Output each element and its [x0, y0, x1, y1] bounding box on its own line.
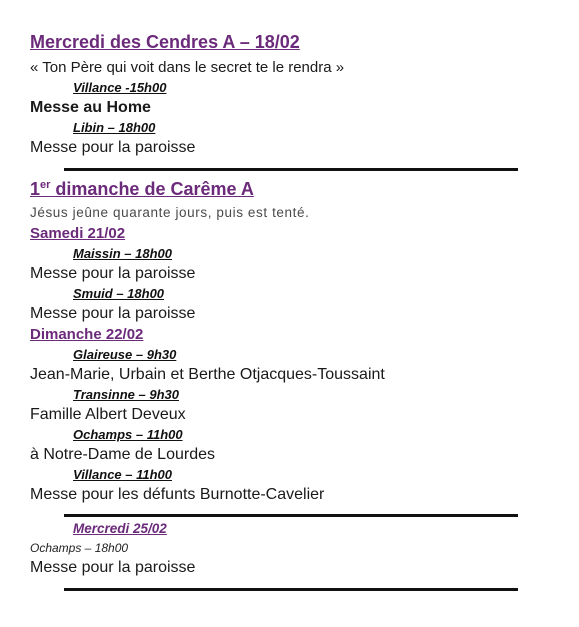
- ash-wednesday-section: [30, 30, 530, 158]
- title-ordinal-suffix: er: [40, 179, 51, 191]
- title-text: dimanche de Carême A: [50, 179, 254, 199]
- mass-place: Glaireuse – 9h30: [73, 347, 177, 362]
- mass-intention: Messe pour les défunts Burnotte-Cavelier: [30, 486, 325, 503]
- mass-intention: Messe pour la paroisse: [30, 559, 196, 576]
- mass-intention: Jean-Marie, Urbain et Berthe Otjacques-Toussaint: [30, 366, 385, 383]
- mass-place: Maissin – 18h00: [73, 246, 172, 261]
- mass-intention: Messe pour la paroisse: [30, 305, 196, 322]
- wednesday-section: [30, 519, 530, 578]
- mass-place: Transinne – 9h30: [73, 387, 179, 402]
- ash-wednesday-title: Mercredi des Cendres A – 18/02: [30, 32, 300, 52]
- section-divider: [64, 168, 518, 171]
- mass-place: Villance – 11h00: [73, 467, 173, 482]
- gospel-quote: « Ton Père qui voit dans le secret te le rendra »: [30, 59, 345, 76]
- section-divider: [64, 514, 518, 517]
- mass-intention: Famille Albert Deveux: [30, 406, 186, 423]
- lent-sunday-title: [30, 177, 530, 201]
- mass-intention: Messe au Home: [30, 99, 151, 116]
- mass-intention: Messe pour la paroisse: [30, 139, 196, 156]
- sunday-label: Dimanche 22/02: [30, 326, 144, 343]
- mass-place: Smuid – 18h00: [73, 286, 165, 301]
- mass-place: Libin – 18h00: [73, 120, 156, 135]
- section-divider: [64, 588, 518, 591]
- mass-place: Villance -15h00: [73, 80, 167, 95]
- lent-sunday-section: [30, 177, 530, 505]
- wednesday-label: Mercredi 25/02: [73, 521, 167, 536]
- gospel-theme: Jésus jeûne quarante jours, puis est tenté.: [30, 205, 310, 220]
- saturday-label: Samedi 21/02: [30, 225, 126, 242]
- bulletin-page: [30, 30, 530, 591]
- mass-place: Ochamps – 11h00: [73, 427, 183, 442]
- mass-intention: à Notre-Dame de Lourdes: [30, 446, 215, 463]
- mass-place: Ochamps – 18h00: [30, 541, 129, 555]
- title-ordinal: 1: [30, 179, 41, 199]
- mass-intention: Messe pour la paroisse: [30, 265, 196, 282]
